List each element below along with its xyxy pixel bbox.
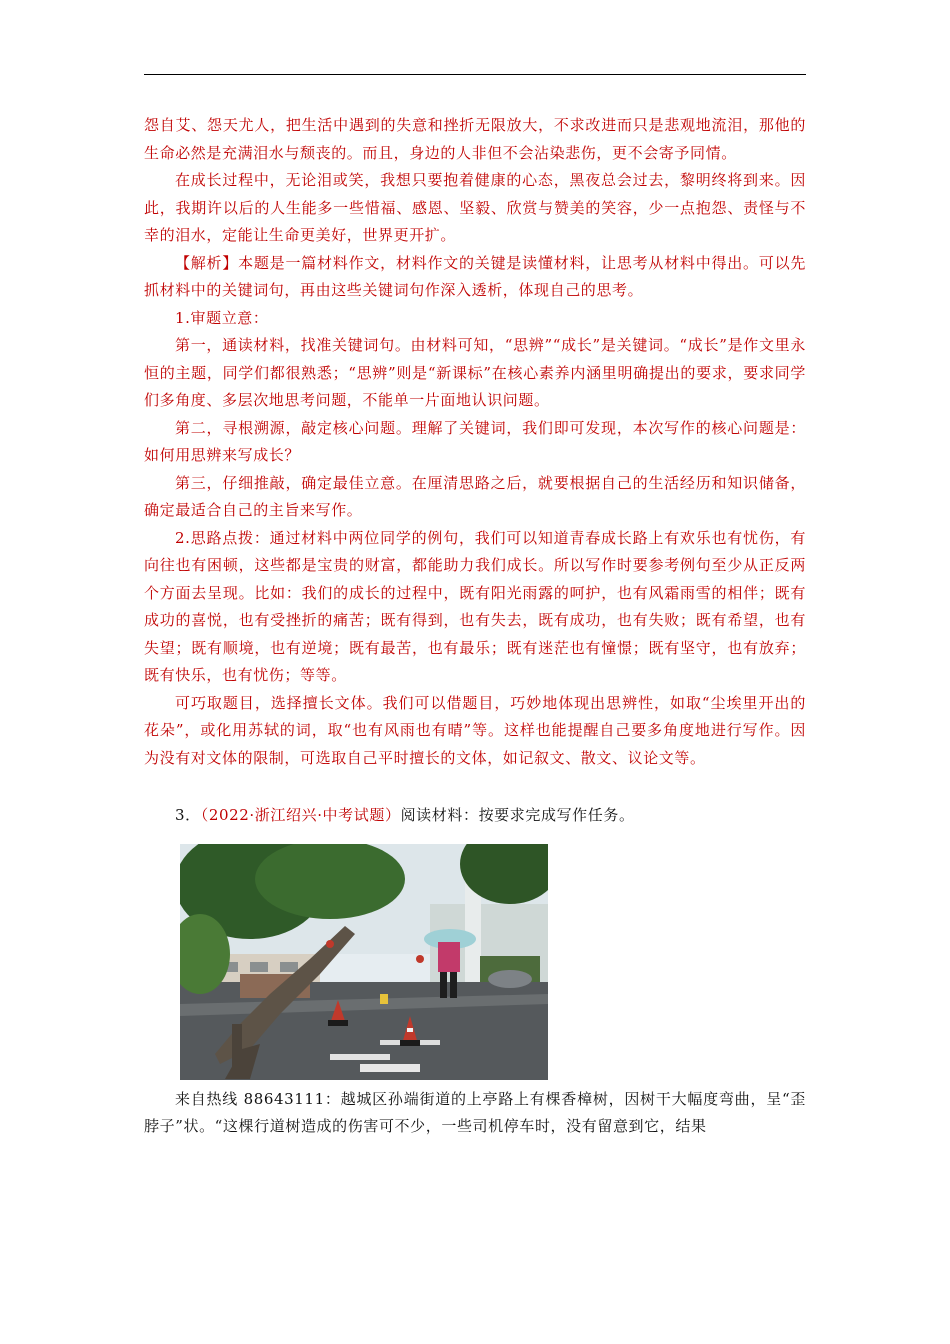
- question-prompt: 阅读材料：按要求完成写作任务。: [400, 806, 635, 824]
- question-3: [144, 802, 806, 830]
- analysis-intro: 【解析】本题是一篇材料作文，材料作文的关键是读懂材料，让思考从材料中得出。可以先抓材料中的关键词句，再由这些关键词句作深入透析，体现自己的思考。: [144, 253, 806, 299]
- analysis-heading-2: 2.思路点拨：通过材料中两位同学的例句，我们可以知道青春成长路上有欢乐也有忧伤，有向往也有困顿，这些都是宝贵的财富，都能助力我们成长。所以写作时要参考例句至少从正反两个方面去呈现。比如：我们的成长的过程中，既有阳光雨露的呵护，也有风霜雨雪的相伴；既有成功的喜悦，也有受挫折的痛苦；既有得到，也有失去，既有成功，也有失败；既有希望，也有失望；既有顺境，也有逆境；既有最苦，也有最乐；既有迷茫也有憧憬；既有坚守，也有放弃；既有快乐，也有忧伤；等等。: [144, 528, 806, 684]
- header-rule: [144, 74, 806, 75]
- question-number: 3．: [175, 806, 201, 824]
- essay-paragraph-2: 在成长过程中，无论泪或笑，我想只要抱着健康的心态，黑夜总会过去，黎明终将到来。因此，我期许以后的人生能多一些惜福、感恩、坚毅、欣赏与赞美的笑容，少一点抱怨、责怪与不幸的泪水，定能让生命更美好，世界更开扩。: [144, 171, 806, 244]
- analysis-point-2: 第二，寻根溯源，敲定核心问题。理解了关键词，我们即可发现，本次写作的核心问题是：如何用思辨来写成长？: [144, 418, 806, 464]
- material-photo: [180, 844, 548, 1080]
- material-text: 来自热线 88643111：越城区孙端街道的上亭路上有棵香樟树，因树干大幅度弯曲，呈“歪脖子”状。“这棵行道树造成的伤害可不少，一些司机停车时，没有留意到它，结果: [144, 1089, 806, 1135]
- question-source: （2022·浙江绍兴·中考试题）: [200, 806, 401, 824]
- analysis-heading-1: 1.审题立意：: [175, 308, 269, 327]
- page-content: [144, 112, 806, 1141]
- analysis-point-3: 第三，仔细推敲，确定最佳立意。在厘清思路之后，就要根据自己的生活经历和知识储备，确定最适合自己的主旨来写作。: [144, 473, 806, 519]
- analysis-point-1: 第一，通读材料，找准关键词句。由材料可知，“思辨”“成长”是关键词。“成长”是作文里永恒的主题，同学们都很熟悉；“思辨”则是“新课标”在核心素养内涵里明确提出的要求，要求同学们多角度、多层次地思考问题，不能单一片面地认识问题。: [144, 336, 806, 409]
- analysis-title-tip: 可巧取题目，选择擅长文体。我们可以借题目，巧妙地体现出思辨性，如取“尘埃里开出的花朵”，或化用苏轼的词，取“也有风雨也有晴”等。这样也能提醒自己要多角度地进行写作。因为没有对文体的限制，可选取自己平时擅长的文体，如记叙文、散文、议论文等。: [144, 693, 806, 767]
- street-tree-photo: [180, 844, 548, 1080]
- essay-paragraph-1: 怨自艾、怨天尤人，把生活中遇到的失意和挫折无限放大，不求改进而只是悲观地流泪，那他的生命必然是充满泪水与颓丧的。而且，身边的人非但不会沾染悲伤，更不会寄予同情。: [144, 116, 806, 162]
